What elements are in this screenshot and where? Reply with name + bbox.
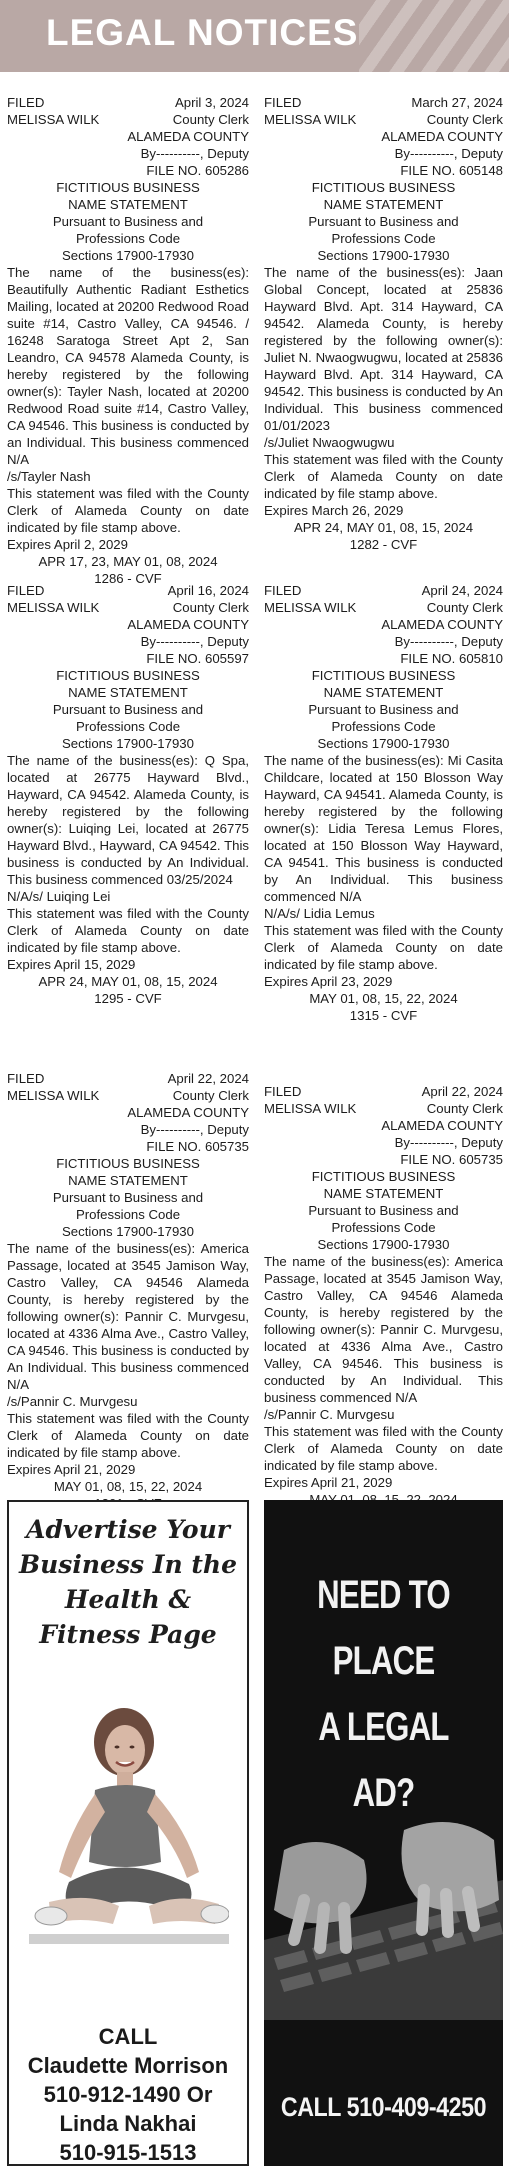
notice-signature: /s/Tayler Nash [7, 469, 91, 484]
legal-notice [7, 1070, 249, 1512]
notice-header [264, 582, 503, 667]
notice-heading [264, 1168, 503, 1253]
notice-header [264, 94, 503, 179]
notice-expires: Expires April 15, 2029 [7, 957, 136, 972]
heading-line: Pursuant to Business and [52, 1190, 204, 1205]
heading-line: Professions Code [331, 1220, 436, 1235]
heading-line: Pursuant to Business and [52, 214, 204, 229]
publication-dates: APR 24, MAY 01, 08, 15, 2024 [38, 974, 218, 989]
heading-line: Sections 17900-17930 [62, 1224, 194, 1239]
deputy-line: By----------, Deputy [140, 634, 249, 649]
notice-heading [7, 667, 249, 752]
notice-statement: This statement was filed with the County Clerk of Alameda County on date indicated by file stamp above. [264, 452, 503, 501]
notice-heading [7, 179, 249, 264]
publication-dates: APR 17, 23, MAY 01, 08, 2024 [38, 554, 218, 569]
notice-expires: Expires April 21, 2029 [264, 1475, 393, 1490]
legal-notice [264, 1083, 503, 1525]
legal-ad-promo[interactable] [264, 1500, 503, 2166]
clerk-title: County Clerk [172, 112, 249, 127]
filed-date: April 24, 2024 [421, 583, 503, 598]
notice-signature: N/A/s/ Luiqing Lei [7, 889, 111, 904]
notice-signature: /s/Pannir C. Murvgesu [264, 1407, 395, 1422]
fitness-ad-contact [9, 2022, 247, 2167]
heading-line: Pursuant to Business and [308, 702, 459, 717]
heading-line: Sections 17900-17930 [317, 248, 450, 263]
county: ALAMEDA COUNTY [381, 129, 503, 144]
fitness-woman-photo [29, 1702, 229, 1957]
clerk-name: MELISSA WILK [7, 112, 100, 127]
heading-line: FICTITIOUS BUSINESS [56, 180, 200, 195]
deputy-line: By----------, Deputy [140, 1122, 249, 1137]
contact-phone[interactable]: 510-915-1513 [59, 2140, 197, 2165]
contact-name: Linda Nakhai [59, 2111, 197, 2136]
fitness-ad-headline-line: Advertise Your [26, 1515, 230, 1544]
notice-body-text: The name of the business(es): America Passage, located at 3545 Jamison Way, Castro Valley, CA 94546 Alameda County, is hereby registered by the following owner(s): Pannir C. Murvgesu, located at 4336 Alma Ave., Castro Valley, CA 94546. This business is conducted by An Individual. This business commenced N/A [7, 1241, 249, 1392]
clerk-name: MELISSA WILK [264, 112, 357, 127]
deputy-line: By----------, Deputy [140, 146, 249, 161]
clerk-title: County Clerk [172, 1088, 249, 1103]
heading-line: Pursuant to Business and [308, 214, 459, 229]
legal-notice [264, 94, 503, 553]
contact-name: Claudette Morrison [27, 2053, 229, 2078]
filed-date: April 3, 2024 [174, 95, 249, 110]
notice-heading [264, 179, 503, 264]
filed-label: FILED [264, 95, 302, 110]
file-number: FILE NO. 605735 [400, 1152, 503, 1167]
notice-body-text: The name of the business(es): Mi Casita Childcare, located at 150 Blosson Way Hayward, CA 94541. Alameda County, is hereby registered by the following owner(s): Lidia Teresa Lemus Flores, located at 150 Blosson Way Hayward, CA 94541. This business is conducted by An Individual. This business commenced N/A [264, 753, 503, 904]
heading-line: NAME STATEMENT [323, 197, 444, 212]
notice-body-text: The name of the business(es): Beautifully Authentic Radiant Esthetics Mailing, located at 20200 Redwood Road suite #14, Castro Valley, CA 94546. / 16248 Saratoga Street Apt 2, San Leandro, CA 94578 Alameda County, is hereby registered by the following owner(s): Tayler Nash, located at 20200 Redwood Road suite #14, Castro Valley, CA 94546. This business is conducted by an Individual. This business commenced N/A [7, 265, 249, 467]
clerk-name: MELISSA WILK [7, 600, 100, 615]
notice-heading [264, 667, 503, 752]
notice-expires: Expires April 21, 2029 [7, 1462, 136, 1477]
notice-signature: /s/Juliet Nwaogwugwu [264, 435, 395, 450]
filed-date: April 22, 2024 [421, 1084, 503, 1099]
filed-label: FILED [7, 95, 45, 110]
legal-ad-headline-line: A LEGAL AD? [318, 1705, 449, 1815]
file-number: FILE NO. 605597 [146, 651, 249, 666]
publication-dates: MAY 01, 08, 15, 22, 2024 [53, 1479, 203, 1494]
notice-body-text: The name of the business(es): Jaan Global Concept, located at 25836 Hayward Blvd. Apt. 314 Hayward, CA 94542. Alameda County, is hereby registered by the following owner(s): Juliet N. Nwaogwugwu, located at 25836 Hayward Blvd. Apt. 314 Hayward, CA 94542. This business is conducted by An Individual. This business commenced 01/01/2023 [264, 265, 503, 433]
notice-body [264, 1253, 503, 1491]
file-number: FILE NO. 605148 [400, 163, 503, 178]
notice-ref: 1282 - CVF [349, 537, 418, 552]
filed-label: FILED [7, 583, 45, 598]
heading-line: Professions Code [331, 231, 436, 246]
contact-phone[interactable]: 510-912-1490 Or [43, 2082, 213, 2107]
legal-ad-call[interactable]: CALL 510-409-4250 [280, 2092, 487, 2122]
deputy-line: By----------, Deputy [394, 634, 503, 649]
clerk-title: County Clerk [426, 1101, 503, 1116]
notice-body [7, 264, 249, 553]
heading-line: Pursuant to Business and [308, 1203, 459, 1218]
county: ALAMEDA COUNTY [127, 129, 249, 144]
county: ALAMEDA COUNTY [381, 617, 503, 632]
legal-notice [7, 94, 249, 587]
fitness-ad-headline [9, 1512, 247, 1652]
county: ALAMEDA COUNTY [127, 1105, 249, 1120]
banner-stripes-decoration [359, 0, 509, 72]
notice-signature: /s/Pannir C. Murvgesu [7, 1394, 138, 1409]
publication-dates: APR 24, MAY 01, 08, 15, 2024 [293, 520, 474, 535]
heading-line: NAME STATEMENT [68, 685, 188, 700]
banner-title: LEGAL NOTICES [46, 12, 359, 53]
filed-label: FILED [264, 1084, 302, 1099]
heading-line: NAME STATEMENT [323, 685, 444, 700]
heading-line: Sections 17900-17930 [317, 1237, 450, 1252]
notice-expires: Expires April 23, 2029 [264, 974, 393, 989]
clerk-title: County Clerk [426, 112, 503, 127]
publication-dates: MAY 01, 08, 15, 22, 2024 [309, 991, 458, 1006]
notice-body [264, 264, 503, 519]
legal-ad-headline-line: NEED TO PLACE [317, 1573, 450, 1683]
legal-ad-headline [290, 1562, 476, 1826]
notice-body [264, 752, 503, 990]
clerk-title: County Clerk [172, 600, 249, 615]
notice-ref: 1295 - CVF [94, 991, 162, 1006]
heading-line: NAME STATEMENT [323, 1186, 444, 1201]
notice-body-text: The name of the business(es): Q Spa, located at 26775 Hayward Blvd., Hayward, CA 94542. Alameda County, is hereby registered by the following owner(s): Luiqing Lei, located at 26775 Hayward Blvd., Hayward, CA 94542. This business is conducted by An Individual. This business commenced 03/25/2024 [7, 753, 249, 887]
notice-header [7, 94, 249, 179]
legal-notices-banner [0, 0, 509, 72]
notice-body-text: The name of the business(es): America Passage, located at 3545 Jamison Way, Castro Valley, CA 94546 Alameda County, is hereby registered by the following owner(s): Pannir C. Murvgesu, located at 4336 Alma Ave., Castro Valley, CA 94546. This business is conducted by An Individual. This business commenced N/A [264, 1254, 503, 1405]
county: ALAMEDA COUNTY [127, 617, 249, 632]
fitness-ad-headline-line: Health & [64, 1585, 192, 1614]
clerk-name: MELISSA WILK [264, 600, 357, 615]
notice-expires: Expires April 2, 2029 [7, 537, 128, 552]
filed-date: March 27, 2024 [411, 95, 503, 110]
heading-line: Sections 17900-17930 [62, 248, 194, 263]
notice-body [7, 752, 249, 973]
notice-ref: 1286 - CVF [94, 571, 162, 586]
call-label: CALL [98, 2024, 158, 2049]
heading-line: FICTITIOUS BUSINESS [311, 1169, 456, 1184]
clerk-name: MELISSA WILK [7, 1088, 100, 1103]
heading-line: Pursuant to Business and [52, 702, 204, 717]
notice-statement: This statement was filed with the County Clerk of Alameda County on date indicated by file stamp above. [7, 1411, 249, 1460]
filed-date: April 22, 2024 [167, 1071, 249, 1086]
heading-line: Professions Code [75, 1207, 181, 1222]
notice-heading [7, 1155, 249, 1240]
notice-header [264, 1083, 503, 1168]
heading-line: NAME STATEMENT [68, 197, 188, 212]
heading-line: Sections 17900-17930 [62, 736, 194, 751]
notice-body [7, 1240, 249, 1478]
deputy-line: By----------, Deputy [394, 1135, 503, 1150]
filed-label: FILED [7, 1071, 45, 1086]
laptop-typing-photo [264, 1790, 503, 2020]
notice-statement: This statement was filed with the County Clerk of Alameda County on date indicated by file stamp above. [264, 923, 503, 972]
county: ALAMEDA COUNTY [381, 1118, 503, 1133]
heading-line: Professions Code [75, 231, 181, 246]
heading-line: FICTITIOUS BUSINESS [56, 668, 200, 683]
heading-line: FICTITIOUS BUSINESS [56, 1156, 200, 1171]
notice-header [7, 1070, 249, 1155]
fitness-ad-headline-line: Business In the [18, 1550, 238, 1579]
heading-line: Professions Code [331, 719, 436, 734]
notice-expires: Expires March 26, 2029 [264, 503, 404, 518]
clerk-name: MELISSA WILK [264, 1101, 357, 1116]
notice-ref: 1315 - CVF [349, 1008, 418, 1023]
legal-notice [7, 582, 249, 1007]
heading-line: Sections 17900-17930 [317, 736, 450, 751]
file-number: FILE NO. 605286 [146, 163, 249, 178]
heading-line: NAME STATEMENT [68, 1173, 188, 1188]
clerk-title: County Clerk [426, 600, 503, 615]
heading-line: FICTITIOUS BUSINESS [311, 668, 456, 683]
file-number: FILE NO. 605735 [146, 1139, 249, 1154]
fitness-ad-headline-line: Fitness Page [39, 1620, 217, 1649]
fitness-page-ad[interactable] [7, 1500, 249, 2166]
legal-notice [264, 582, 503, 1024]
heading-line: Professions Code [75, 719, 181, 734]
deputy-line: By----------, Deputy [394, 146, 503, 161]
heading-line: FICTITIOUS BUSINESS [311, 180, 456, 195]
filed-date: April 16, 2024 [167, 583, 249, 598]
file-number: FILE NO. 605810 [400, 651, 503, 666]
notice-signature: N/A/s/ Lidia Lemus [264, 906, 375, 921]
notice-header [7, 582, 249, 667]
filed-label: FILED [264, 583, 302, 598]
notice-statement: This statement was filed with the County Clerk of Alameda County on date indicated by file stamp above. [7, 906, 249, 955]
notice-statement: This statement was filed with the County Clerk of Alameda County on date indicated by file stamp above. [7, 486, 249, 535]
notice-statement: This statement was filed with the County Clerk of Alameda County on date indicated by file stamp above. [264, 1424, 503, 1473]
